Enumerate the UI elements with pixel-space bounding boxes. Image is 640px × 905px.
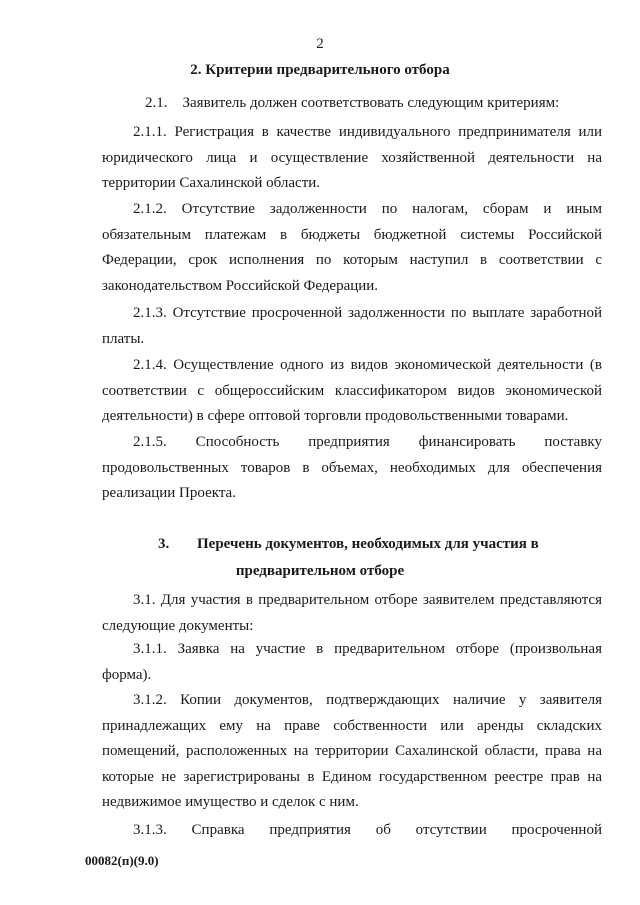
page-number: 2: [316, 36, 324, 52]
paragraph-3-1: 3.1. Для участия в предварительном отборе заявителем представляются следующие документы:: [102, 592, 602, 634]
paragraph-2-1-1: 2.1.1. Регистрация в качестве индивидуального предпринимателя или юридического лица и осуществление хозяйственной деятельности на территории Сахалинской области.: [102, 124, 602, 191]
paragraph-2-1-4: 2.1.4. Осуществление одного из видов экономической деятельности (в соответствии с общероссийским классификатором видов экономической деятельности) в сфере оптовой торговли продовольственными товарами.: [102, 357, 602, 424]
paragraph-2-1: 2.1. Заявитель должен соответствовать следующим критериям:: [145, 95, 560, 111]
section-2-title: 2. Критерии предварительного отбора: [190, 62, 450, 78]
paragraph-3-1-1: 3.1.1. Заявка на участие в предварительном отборе (произвольная форма).: [102, 641, 602, 683]
paragraph-3-1-2: 3.1.2. Копии документов, подтверждающих наличие у заявителя принадлежащих ему на праве собственности или аренды складских помещений, расположенных на территории Сахалинской области, права на которые не зарегистрированы в Едином государственном реестре прав на недвижимое имущество и сделок с ним.: [102, 692, 602, 810]
paragraph-2-1-3: 2.1.3. Отсутствие просроченной задолженности по выплате заработной платы.: [102, 305, 602, 347]
section-3-title-line2: предварительном отборе: [235, 563, 405, 579]
section-3-title-line1: Перечень документов, необходимых для участия в: [197, 536, 539, 552]
paragraph-2-1-5: 2.1.5. Способность предприятия финансировать поставку продовольственных товаров в объемах, необходимых для обеспечения реализации Проекта.: [102, 434, 602, 501]
paragraph-2-1-2: 2.1.2. Отсутствие задолженности по налогам, сборам и иным обязательным платежам в бюджеты бюджетной системы Российской Федерации, срок исполнения по которым наступил в соответствии с законодательством Российской Федерации.: [102, 201, 602, 294]
paragraph-3-1-3: 3.1.3. Справка предприятия об отсутствии просроченной: [133, 822, 602, 838]
document-code: 00082(п)(9.0): [85, 853, 159, 868]
section-3-number: 3.: [158, 536, 170, 552]
